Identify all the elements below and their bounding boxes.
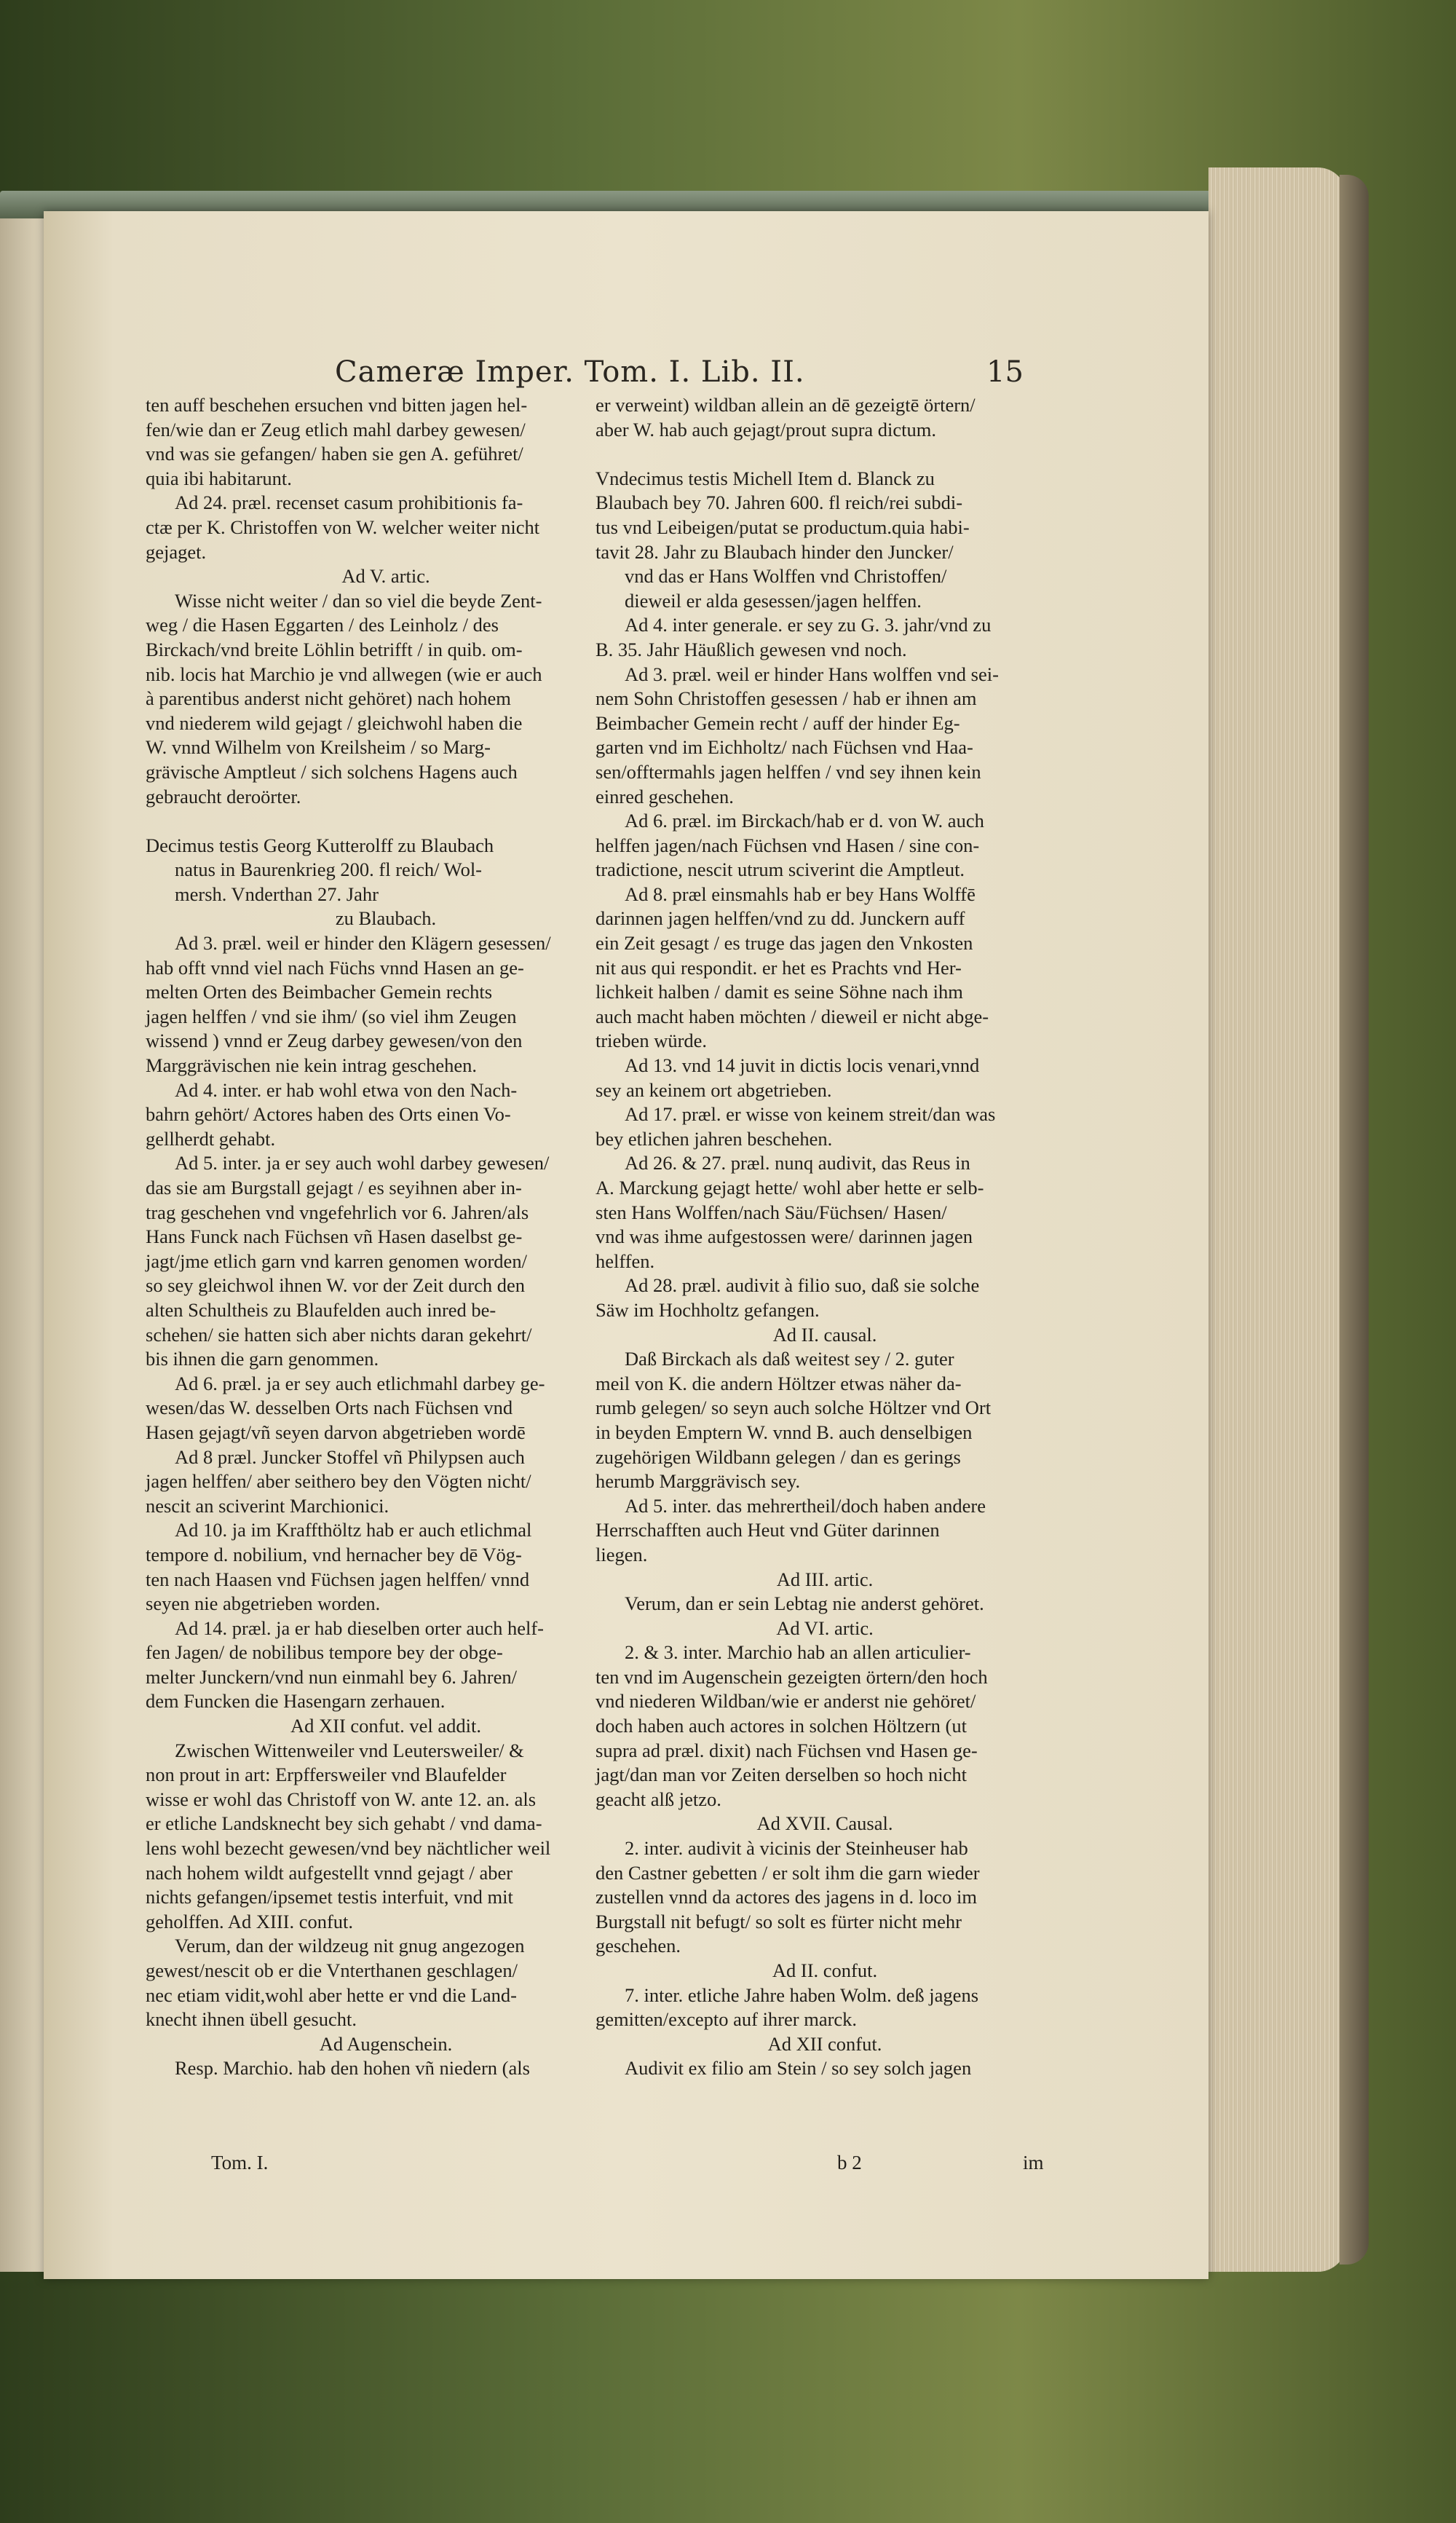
text-line: Hasen gejagt/vñ seyen darvon abgetrieben wordē [146, 1421, 526, 1443]
text-line: Birckach/vnd breite Löhlin betrifft / in quib. om- [146, 638, 523, 660]
text-line: Audivit ex filio am Stein / so sey solch jagen [625, 2057, 972, 2080]
left-column [146, 393, 626, 2081]
text-line: Ad 4. inter generale. er sey zu G. 3. jahr/vnd zu [625, 614, 992, 636]
text-line: vnd niederem wild gejagt / gleichwohl haben die [146, 711, 523, 734]
text-line: schehen/ sie hatten sich aber nichts daran gekehrt/ [146, 1323, 532, 1346]
text-line: jagen helffen/ aber seithero bey den Vögten nicht/ [146, 1470, 531, 1493]
page-edges [1208, 167, 1347, 2272]
running-header: Cameræ Imper. Tom. I. Lib. II. [335, 355, 805, 389]
text-line: grävische Amptleut / sich solchens Hagens auch [146, 760, 518, 783]
text-line: Verum, dan der wildzeug nit gnug angezogen [175, 1935, 525, 1957]
text-line: helffen jagen/nach Füchsen vnd Hasen / sine con- [596, 834, 980, 856]
text-line: das sie am Burgstall gejagt / es seyihnen aber in- [146, 1177, 522, 1199]
text-line: ctæ per K. Christoffen von W. welcher weiter nicht [146, 516, 540, 538]
text-line: Ad III. artic. [776, 1568, 874, 1590]
text-line: 7. inter. etliche Jahre haben Wolm. deß jagens [625, 1983, 979, 2006]
text-line: supra ad præl. dixit) nach Füchsen vnd Hasen ge- [596, 1739, 978, 1761]
text-line: Hans Funck nach Füchsen vñ Hasen daselbst ge- [146, 1225, 523, 1248]
text-line: mersh. Vnderthan 27. Jahr [175, 883, 379, 905]
text-line: garten vnd im Eichholtz/ nach Füchsen vnd Haa- [596, 736, 973, 759]
text-line: Säw im Hochholtz gefangen. [596, 1298, 820, 1321]
text-line: gemitten/excepto auf ihrer marck. [596, 2008, 858, 2031]
text-line: Ad 3. præl. weil er hinder Hans wolffen vnd sei- [625, 663, 999, 685]
text-line: Ad XVII. Causal. [756, 1812, 893, 1835]
text-line: Zwischen Wittenweiler vnd Leutersweiler/ & [175, 1739, 524, 1761]
text-line: Ad V. artic. [341, 565, 430, 588]
text-line: Herrschafften auch Heut vnd Güter darinnen [596, 1519, 940, 1541]
text-line: Ad 26. & 27. præl. nunq audivit, das Reus in [625, 1152, 970, 1174]
text-line: ten nach Haasen vnd Füchsen jagen helffen/ vnnd [146, 1568, 530, 1590]
text-line: so sey gleichwol ihnen W. vor der Zeit durch den [146, 1274, 526, 1297]
text-line: tus vnd Leibeigen/putat se productum.quia habi- [596, 516, 970, 538]
text-line: meil von K. die andern Höltzer etwas näher da- [596, 1372, 962, 1394]
text-line: gebraucht deroörter. [146, 785, 301, 808]
text-line: herumb Marggrävisch sey. [596, 1470, 801, 1493]
text-line: Daß Birckach als daß weitest sey / 2. guter [625, 1348, 954, 1370]
text-line: Ad II. causal. [772, 1323, 877, 1346]
text-line: Beimbacher Gemein recht / auff der hinder Eg- [596, 711, 960, 734]
text-line: gewest/nescit ob er die Vnterthanen geschlagen/ [146, 1959, 518, 1981]
text-line: geschehen. [596, 1935, 681, 1957]
text-line: Marggrävischen nie kein intrag geschehen. [146, 1054, 478, 1077]
text-line: jagen helffen / vnd sie ihm/ (so viel ihm Zeugen [146, 1005, 517, 1027]
text-line: fen Jagen/ de nobilibus tempore bey der obge- [146, 1641, 503, 1664]
text-line: natus in Baurenkrieg 200. fl reich/ Wol- [175, 858, 483, 881]
text-line: Ad 8 præl. Juncker Stoffel vñ Philypsen auch [175, 1445, 525, 1468]
text-line: vnd was ihme aufgestossen were/ darinnen jagen [596, 1225, 973, 1248]
left-page-edge [0, 218, 44, 2272]
text-line: seyen nie abgetrieben worden. [146, 1592, 381, 1615]
text-line: sen/offtermahls jagen helffen / vnd sey ihnen kein [596, 760, 981, 783]
text-line: trag geschehen vnd vngefehrlich vor 6. Jahren/als [146, 1201, 529, 1223]
text-line: geholffen. Ad XIII. confut. [146, 1910, 354, 1932]
text-line: Wisse nicht weiter / dan so viel die beyde Zent- [175, 589, 542, 612]
text-line [596, 442, 1054, 467]
text-line: Ad 3. præl. weil er hinder den Klägern gesessen/ [175, 932, 551, 955]
text-line: dieweil er alda gesessen/jagen helffen. [625, 589, 922, 612]
text-line: tradictione, nescit utrum sciverint die Amptleut. [596, 858, 965, 881]
text-line: rumb gelegen/ so seyn auch solche Höltzer vnd Ort [596, 1397, 992, 1419]
catchword: im [1023, 2152, 1044, 2173]
right-column [596, 393, 1054, 2081]
footer-tom: Tom. I. [211, 2152, 269, 2173]
text-line: wissend ) vnnd er Zeug darbey gewesen/von den [146, 1030, 523, 1052]
text-line: nescit an sciverint Marchionici. [146, 1494, 389, 1517]
text-line: Ad XII confut. [767, 2032, 882, 2055]
text-line: trieben würde. [596, 1030, 708, 1052]
text-line: Vndecimus testis Michell Item d. Blanck zu [596, 467, 935, 489]
text-line: B. 35. Jahr Häußlich gewesen vnd noch. [596, 638, 907, 660]
text-line: ein Zeit gesagt / es truge das jagen den Vnkosten [596, 932, 973, 955]
text-line: nichts gefangen/ipsemet testis interfuit, vnd mit [146, 1886, 513, 1908]
text-line: den Castner gebetten / er solt ihm die garn wieder [596, 1861, 980, 1884]
text-line: zustellen vnnd da actores des jagens in d. loco im [596, 1886, 977, 1908]
text-line: gejaget. [146, 540, 207, 563]
text-line: nit aus qui respondit. er het es Prachts vnd Her- [596, 956, 962, 979]
text-line: Ad VI. artic. [776, 1616, 874, 1639]
text-line: hab offt vnnd viel nach Füchs vnnd Hasen an ge- [146, 956, 524, 979]
text-line: alten Schultheis zu Blaufelden auch inred be- [146, 1298, 496, 1321]
text-line: Ad 6. præl. ja er sey auch etlichmahl darbey ge- [175, 1372, 545, 1394]
text-line: 2. inter. audivit à vicinis der Steinheuser hab [625, 1837, 968, 1860]
text-line: Ad Augenschein. [319, 2032, 453, 2055]
text-line: nec etiam vidit,wohl aber hette er vnd die Land- [146, 1983, 517, 2006]
text-line: Ad 5. inter. ja er sey auch wohl darbey gewesen/ [175, 1152, 550, 1174]
text-line: zugehörigen Wildbann gelegen / dan es gerings [596, 1445, 961, 1468]
text-line: Ad 14. præl. ja er hab dieselben orter auch helf- [175, 1616, 544, 1639]
text-line: nach hohem wildt aufgestellt vnnd gejagt / aber [146, 1861, 513, 1884]
text-line: jagt/dan man vor Zeiten derselben so hoch nicht [596, 1764, 967, 1786]
text-line: Ad II. confut. [772, 1959, 878, 1981]
text-line: Ad 10. ja im Kraffthöltz hab er auch etlichmal [175, 1519, 532, 1541]
text-line: weg / die Hasen Eggarten / des Leinholz / des [146, 614, 499, 636]
page-edges-shadow [1340, 175, 1369, 2265]
text-line: Ad 24. præl. recenset casum prohibitionis fa- [175, 491, 523, 514]
text-line: gellherdt gehabt. [146, 1127, 276, 1150]
text-line: Ad 5. inter. das mehrertheil/doch haben andere [625, 1494, 986, 1517]
page-number: 15 [986, 355, 1024, 389]
text-line: auch macht haben möchten / dieweil er nicht abge- [596, 1005, 989, 1027]
text-line: ten vnd im Augenschein gezeigten örtern/den hoch [596, 1665, 988, 1688]
text-line: lichkeit halben / damit es seine Söhne nach ihm [596, 981, 963, 1003]
text-line: bey etlichen jahren beschehen. [596, 1127, 833, 1150]
text-line: 2. & 3. inter. Marchio hab an allen articulier- [625, 1641, 971, 1664]
text-line: lens wohl bezecht gewesen/vnd bey nächtlicher weil [146, 1837, 551, 1860]
text-line: Ad 28. præl. audivit à filio suo, daß sie solche [625, 1274, 980, 1297]
text-line: dem Funcken die Hasengarn zerhauen. [146, 1690, 446, 1713]
text-line: Ad XII confut. vel addit. [290, 1715, 481, 1737]
text-line: aber W. hab auch gejagt/prout supra dictum. [596, 418, 937, 441]
text-line: Burgstall nit befugt/ so solt es fürter nicht mehr [596, 1910, 962, 1932]
text-line: Decimus testis Georg Kutterolff zu Blaubach [146, 834, 494, 856]
text-line: à parentibus anderst nicht gehöret) nach hohem [146, 687, 511, 710]
text-line: Ad 4. inter. er hab wohl etwa von den Nach- [175, 1078, 518, 1101]
text-line: sey an keinem ort abgetrieben. [596, 1078, 832, 1101]
text-line: er verweint) wildban allein an dē gezeigtē örtern/ [596, 394, 976, 416]
text-line: bis ihnen die garn genommen. [146, 1348, 379, 1370]
text-line: A. Marckung gejagt hette/ wohl aber hette er selb- [596, 1177, 984, 1199]
text-line: geacht alß jetzo. [596, 1788, 721, 1810]
text-line: darinnen jagen helffen/vnd zu dd. Junckern auff [596, 907, 965, 930]
text-line: Blaubach bey 70. Jahren 600. fl reich/rei subdi- [596, 491, 963, 514]
text-line: Ad 8. præl einsmahls hab er bey Hans Wolffē [625, 883, 976, 905]
text-line: Ad 13. vnd 14 juvit in dictis locis venari,vnnd [625, 1054, 980, 1077]
text-line: er etliche Landsknecht bey sich gehabt / vnd dama- [146, 1812, 542, 1835]
text-line: zu Blaubach. [335, 907, 437, 930]
text-line: quia ibi habitarunt. [146, 467, 292, 489]
text-line: ten auff beschehen ersuchen vnd bitten jagen hel- [146, 394, 528, 416]
text-line: vnd das er Hans Wolffen vnd Christoffen/ [625, 565, 947, 588]
text-line: vnd was sie gefangen/ haben sie gen A. geführet/ [146, 443, 523, 465]
text-line: fen/wie dan er Zeug etlich mahl darbey gewesen/ [146, 418, 526, 441]
text-line: helffen. [596, 1249, 655, 1272]
text-line [146, 809, 626, 834]
text-line: knecht ihnen übell gesucht. [146, 2008, 357, 2031]
text-line: wesen/das W. desselben Orts nach Füchsen vnd [146, 1397, 513, 1419]
text-line: nem Sohn Christoffen gesessen / hab er ihnen am [596, 687, 977, 710]
text-line: melter Junckern/vnd nun einmahl bey 6. Jahren/ [146, 1665, 517, 1688]
text-line: nib. locis hat Marchio je vnd allwegen (wie er auch [146, 663, 542, 685]
text-line: tavit 28. Jahr zu Blaubach hinder den Juncker/ [596, 540, 954, 563]
text-line: vnd niederen Wildban/wie er anderst nie gehöret/ [596, 1690, 976, 1713]
text-line: Resp. Marchio. hab den hohen vñ niedern (als [175, 2057, 530, 2080]
text-line: tempore d. nobilium, vnd hernacher bey dē Vög- [146, 1543, 522, 1565]
text-line: Ad 17. præl. er wisse von keinem streit/dan was [625, 1103, 996, 1126]
text-line: non prout in art: Erpffersweiler vnd Blaufelder [146, 1764, 507, 1786]
text-line: doch haben auch actores in solchen Höltzern (ut [596, 1715, 967, 1737]
signature-mark: b 2 [837, 2152, 862, 2173]
text-line: bahrn gehört/ Actores haben des Orts einen Vo- [146, 1103, 511, 1126]
text-line: jagt/jme etlich garn vnd karren genomen worden/ [146, 1249, 527, 1272]
text-line: liegen. [596, 1543, 648, 1565]
text-line: Verum, dan er sein Lebtag nie anderst gehöret. [625, 1592, 984, 1615]
text-line: Ad 6. præl. im Birckach/hab er d. von W. auch [625, 810, 984, 832]
text-line: sten Hans Wolffen/nach Säu/Füchsen/ Hasen/ [596, 1201, 947, 1223]
text-line: wisse er wohl das Christoff von W. ante 12. an. als [146, 1788, 537, 1810]
text-line: einred geschehen. [596, 785, 734, 808]
text-line: in beyden Emptern W. vnnd B. auch denselbigen [596, 1421, 973, 1443]
text-line: melten Orten des Beimbacher Gemein rechts [146, 981, 493, 1003]
text-line: W. vnnd Wilhelm von Kreilsheim / so Marg- [146, 736, 491, 759]
